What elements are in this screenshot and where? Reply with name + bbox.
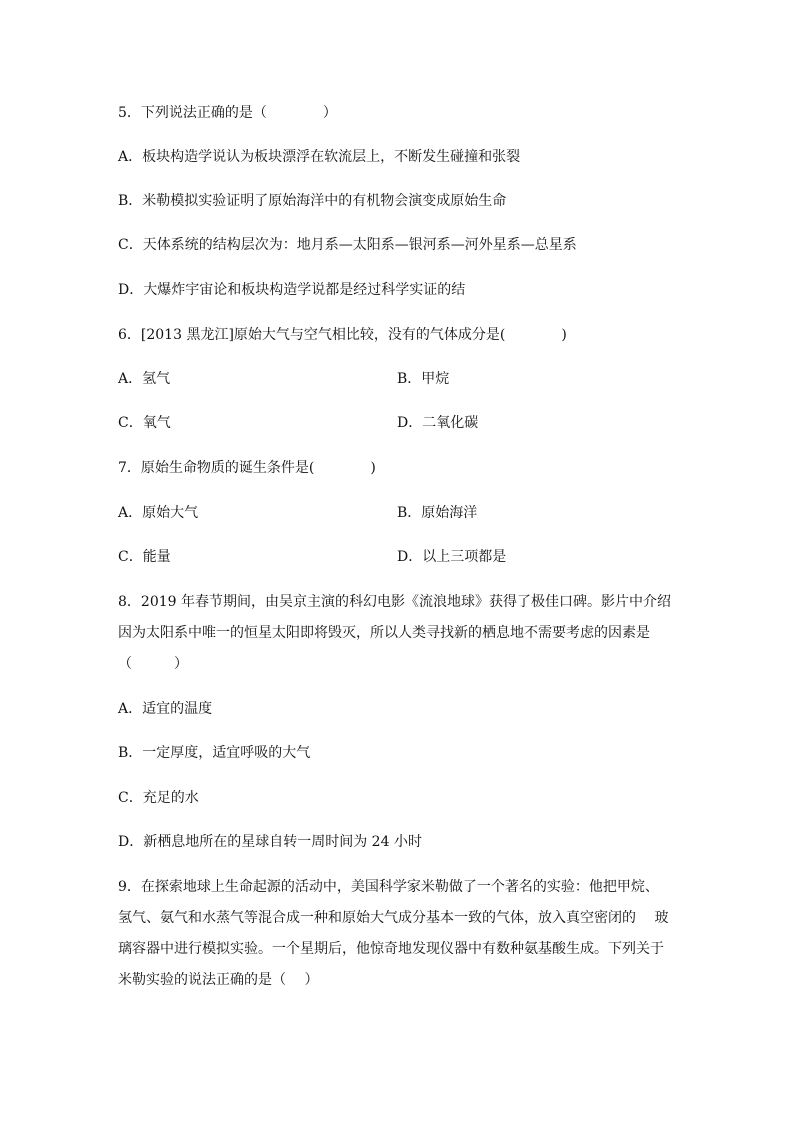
question-5-option-a: A．板块构造学说认为板块漂浮在软流层上，不断发生碰撞和张裂: [118, 149, 521, 165]
question-9-stem-line-3: 璃容器中进行模拟实验。一个星期后，他惊奇地发现仪器中有数种氨基酸生成。下列关于: [118, 941, 664, 957]
question-5-option-c: C．天体系统的结构层次为：地月系—太阳系—银河系—河外星系—总星系: [118, 237, 577, 253]
question-8-option-b: B．一定厚度，适宜呼吸的大气: [118, 745, 311, 761]
question-6-option-b: B．甲烷: [397, 371, 450, 387]
question-6-option-a: A．氢气: [118, 371, 171, 387]
question-9-stem-line-2: 氢气、氨气和水蒸气等混合成一种和原始大气成分基本一致的气体，放入真空密闭的 玻: [118, 910, 669, 926]
question-7-option-b: B．原始海洋: [397, 505, 478, 521]
question-9-stem-line-1: 9．在探索地球上生命起源的活动中，美国科学家米勒做了一个著名的实验：他把甲烷、: [118, 879, 659, 895]
question-6-option-d: D．二氧化碳: [397, 415, 479, 431]
question-5-option-d: D．大爆炸宇宙论和板块构造学说都是经过科学实证的结: [118, 282, 466, 298]
question-6-option-c: C．氧气: [118, 415, 171, 431]
question-8-stem-line-2: 因为太阳系中唯一的恒星太阳即将毁灭，所以人类寻找新的栖息地不需要考虑的因素是: [118, 625, 650, 641]
question-9-stem-line-4: 米勒实验的说法正确的是（ ）: [118, 972, 319, 988]
question-8-option-d: D．新栖息地所在的星球自转一周时间为 24 小时: [118, 834, 422, 850]
question-7-option-a: A．原始大气: [118, 505, 199, 521]
question-5-stem: 5．下列说法正确的是（ ）: [118, 105, 337, 121]
question-7-option-c: C．能量: [118, 549, 171, 565]
question-7-stem: 7．原始生命物质的诞生条件是( ): [118, 460, 376, 476]
question-8-option-c: C．充足的水: [118, 790, 199, 806]
question-8-stem-line-3: （ ）: [118, 656, 188, 672]
question-5-option-b: B．米勒模拟实验证明了原始海洋中的有机物会演变成原始生命: [118, 193, 507, 209]
question-7-option-d: D．以上三项都是: [397, 549, 507, 565]
question-8-option-a: A．适宜的温度: [118, 701, 213, 717]
question-6-stem: 6．[2013 黑龙江]原始大气与空气相比较，没有的气体成分是( ): [118, 327, 567, 343]
question-8-stem-line-1: 8．2019 年春节期间，由吴京主演的科幻电影《流浪地球》获得了极佳口碑。影片中介绍: [118, 594, 671, 610]
